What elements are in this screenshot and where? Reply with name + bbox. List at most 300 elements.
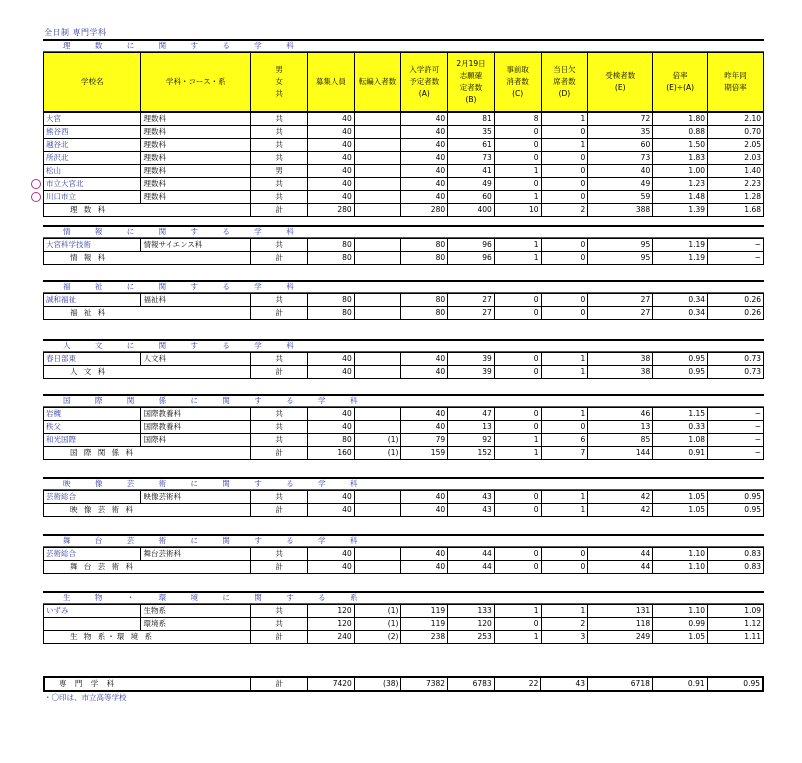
table-cell: 1 (541, 139, 588, 152)
course-name: 生物系 (141, 605, 251, 618)
course-name: 国際科 (141, 434, 251, 447)
subtotal-cell: 43 (448, 504, 495, 517)
table-cell: 95 (588, 239, 653, 252)
table-cell: 0 (494, 491, 541, 504)
subtotal-cell: 計 (251, 252, 308, 265)
subtotal-cell: (2) (354, 631, 401, 644)
table-cell: 1.15 (653, 408, 708, 421)
table-cell: 1.23 (653, 178, 708, 191)
table-cell: 1.28 (708, 191, 764, 204)
subtotal-cell: 253 (448, 631, 495, 644)
table-cell: − (708, 239, 764, 252)
section-table (43, 490, 764, 517)
subtotal-cell: 44 (448, 561, 495, 574)
subtotal-cell (354, 252, 401, 265)
column-header: 募集人員 (308, 53, 355, 112)
table-cell: 0 (494, 548, 541, 561)
table-cell: 40 (308, 165, 355, 178)
subtotal-cell (354, 204, 401, 217)
school-name: 秩父 (44, 421, 141, 434)
table-cell: 85 (588, 434, 653, 447)
subtotal-cell: 1 (541, 366, 588, 379)
table-row (44, 178, 764, 191)
table-cell: 共 (251, 408, 308, 421)
table-cell: 120 (448, 618, 495, 631)
table-cell: 2.05 (708, 139, 764, 152)
table-cell: 96 (448, 239, 495, 252)
table-cell: 男 (251, 165, 308, 178)
table-cell: 72 (588, 113, 653, 126)
table-cell: 0.34 (653, 294, 708, 307)
table-cell: 13 (588, 421, 653, 434)
course-name: 舞台芸術科 (141, 548, 251, 561)
subtotal-label: 映 像 芸 術 科 (44, 504, 251, 517)
subtotal-cell: 40 (401, 366, 448, 379)
subtotal-cell: 0 (494, 561, 541, 574)
table-cell: 49 (588, 178, 653, 191)
course-name: 理数科 (141, 178, 251, 191)
table-cell: 共 (251, 178, 308, 191)
table-row (44, 139, 764, 152)
table-cell: 40 (308, 191, 355, 204)
subtotal-cell: 152 (448, 447, 495, 460)
subtotal-cell: 1.05 (653, 504, 708, 517)
grand-total-cell: 計 (251, 677, 308, 691)
table-cell (354, 353, 401, 366)
table-cell: 1.40 (708, 165, 764, 178)
subtotal-cell: 0 (541, 307, 588, 320)
table-cell: 80 (308, 239, 355, 252)
subtotal-cell: 40 (308, 504, 355, 517)
table-cell: 39 (448, 353, 495, 366)
table-cell: 0.73 (708, 353, 764, 366)
subtotal-cell: 240 (308, 631, 355, 644)
subtotal-cell: 388 (588, 204, 653, 217)
subtotal-cell: 0 (541, 252, 588, 265)
table-cell: 40 (401, 152, 448, 165)
table-cell: 40 (401, 165, 448, 178)
table-cell: 共 (251, 548, 308, 561)
table-cell: 共 (251, 434, 308, 447)
subtotal-cell: 1.11 (708, 631, 764, 644)
table-row (44, 408, 764, 421)
section-table (43, 293, 764, 320)
subtotal-cell: 238 (401, 631, 448, 644)
table-cell: 0 (541, 294, 588, 307)
subtotal-cell (354, 307, 401, 320)
grand-total-cell: 7382 (401, 677, 448, 691)
table-cell (354, 421, 401, 434)
column-header: 学科・コース・系 (141, 53, 251, 112)
course-name: 映像芸術科 (141, 491, 251, 504)
table-cell (354, 178, 401, 191)
table-cell: 27 (588, 294, 653, 307)
section-heading-label: 舞 台 芸 術 に 関 す る 学 科 (63, 536, 369, 545)
table-cell (354, 126, 401, 139)
table-cell: 1.12 (708, 618, 764, 631)
table-row (44, 605, 764, 618)
column-header: 受検者数 (E) (588, 53, 653, 112)
subtotal-label: 情 報 科 (44, 252, 251, 265)
column-header: 倍率 (E)÷(A) (653, 53, 708, 112)
subtotal-cell: 0.26 (708, 307, 764, 320)
section-table (43, 604, 764, 644)
table-cell: 0.83 (708, 548, 764, 561)
table-cell: 49 (448, 178, 495, 191)
school-name: 春日部東 (44, 353, 141, 366)
table-cell: 40 (401, 421, 448, 434)
subtotal-cell: 80 (401, 307, 448, 320)
table-cell: 共 (251, 152, 308, 165)
table-cell: 40 (401, 353, 448, 366)
table-cell: 共 (251, 139, 308, 152)
section-heading (43, 339, 764, 352)
subtotal-cell: 27 (448, 307, 495, 320)
table-cell: 共 (251, 126, 308, 139)
subtotal-cell: 1 (494, 447, 541, 460)
table-cell: 1.09 (708, 605, 764, 618)
subtotal-row (44, 561, 764, 574)
subtotal-cell: 95 (588, 252, 653, 265)
table-cell: 35 (588, 126, 653, 139)
subtotal-cell: 1.39 (653, 204, 708, 217)
subtotal-cell: (1) (354, 447, 401, 460)
table-cell: 60 (448, 191, 495, 204)
table-cell: 1.83 (653, 152, 708, 165)
grand-total-cell: 43 (541, 677, 588, 691)
table-cell (354, 408, 401, 421)
section-heading-label: 福 祉 に 関 す る 学 科 (63, 282, 305, 291)
table-cell: 40 (308, 126, 355, 139)
grand-total-cell: (38) (354, 677, 401, 691)
section-table (43, 238, 764, 265)
column-header: 当日欠 席者数 (D) (541, 53, 588, 112)
table-row (44, 294, 764, 307)
subtotal-cell: 1.05 (653, 631, 708, 644)
subtotal-cell: − (708, 447, 764, 460)
subtotal-label: 国 際 関 係 科 (44, 447, 251, 460)
table-cell: 0 (541, 239, 588, 252)
table-cell: 41 (448, 165, 495, 178)
table-cell: 40 (401, 408, 448, 421)
table-cell: 1 (541, 113, 588, 126)
table-cell: 0.26 (708, 294, 764, 307)
table-cell: 0.88 (653, 126, 708, 139)
table-cell: 40 (308, 139, 355, 152)
table-cell: 79 (401, 434, 448, 447)
course-name: 国際教養科 (141, 421, 251, 434)
subtotal-cell: 159 (401, 447, 448, 460)
course-name: 理数科 (141, 191, 251, 204)
subtotal-cell: 計 (251, 204, 308, 217)
column-header: 入学許可 予定者数 (A) (401, 53, 448, 112)
city-school-marker-icon (31, 192, 41, 202)
subtotal-cell: − (708, 252, 764, 265)
table-cell: 40 (401, 491, 448, 504)
table-row (44, 491, 764, 504)
table-cell: 0 (541, 126, 588, 139)
subtotal-cell: 160 (308, 447, 355, 460)
section-heading (43, 225, 764, 238)
table-row (44, 126, 764, 139)
table-cell: 40 (308, 408, 355, 421)
table-cell: 1 (494, 239, 541, 252)
subtotal-cell: 0 (494, 307, 541, 320)
table-cell: 133 (448, 605, 495, 618)
subtotal-cell: 0.34 (653, 307, 708, 320)
subtotal-cell: 3 (541, 631, 588, 644)
subtotal-row (44, 504, 764, 517)
subtotal-cell: 0.95 (708, 504, 764, 517)
subtotal-cell: 44 (588, 561, 653, 574)
table-cell (354, 165, 401, 178)
subtotal-row (44, 307, 764, 320)
section-heading-label: 映 像 芸 術 に 関 す る 学 科 (63, 479, 369, 488)
subtotal-cell: 80 (308, 307, 355, 320)
table-cell: 1 (541, 353, 588, 366)
table-cell: 40 (308, 178, 355, 191)
school-name: 所沢北 (44, 152, 141, 165)
subtotal-label: 理 数 科 (44, 204, 251, 217)
school-name: 芸術総合 (44, 548, 141, 561)
table-cell: 0 (494, 421, 541, 434)
subtotal-cell: 計 (251, 561, 308, 574)
grand-total-label: 専 門 学 科 (44, 677, 251, 691)
subtotal-cell: 42 (588, 504, 653, 517)
subtotal-cell: 249 (588, 631, 653, 644)
subtotal-cell: 1.68 (708, 204, 764, 217)
table-cell: 共 (251, 353, 308, 366)
subtotal-cell: 1.19 (653, 252, 708, 265)
subtotal-cell: 80 (308, 252, 355, 265)
table-cell (354, 139, 401, 152)
table-cell: 80 (401, 294, 448, 307)
table-cell: 40 (308, 353, 355, 366)
table-cell: 80 (401, 239, 448, 252)
subtotal-row (44, 366, 764, 379)
subtotal-cell: 280 (401, 204, 448, 217)
table-row (44, 353, 764, 366)
subtotal-cell: 96 (448, 252, 495, 265)
table-cell: 共 (251, 491, 308, 504)
section-heading (43, 591, 764, 604)
section-heading-label: 理 数 に 関 す る 学 科 (63, 41, 305, 50)
table-cell: 60 (588, 139, 653, 152)
subtotal-cell: 計 (251, 504, 308, 517)
table-cell (354, 239, 401, 252)
grand-total-cell: 7420 (308, 677, 355, 691)
table-cell: 1.80 (653, 113, 708, 126)
school-name: 市立大宮北 (44, 178, 141, 191)
table-cell (354, 294, 401, 307)
table-cell: 131 (588, 605, 653, 618)
table-cell: 40 (308, 152, 355, 165)
table-cell: − (708, 434, 764, 447)
table-cell: 0 (541, 548, 588, 561)
table-cell: 40 (401, 126, 448, 139)
table-cell: 44 (588, 548, 653, 561)
table-cell: 0.95 (708, 491, 764, 504)
table-row (44, 113, 764, 126)
grand-total-cell: 0.95 (707, 677, 763, 691)
table-cell: 81 (448, 113, 495, 126)
section-heading-label: 情 報 に 関 す る 学 科 (63, 227, 305, 236)
table-cell: 35 (448, 126, 495, 139)
table-cell: 1.10 (653, 548, 708, 561)
table-cell: 0 (494, 139, 541, 152)
subtotal-cell: 0.91 (653, 447, 708, 460)
table-row (44, 421, 764, 434)
subtotal-cell: 計 (251, 631, 308, 644)
subtotal-cell: 400 (448, 204, 495, 217)
table-cell: − (708, 408, 764, 421)
table-cell: 1 (541, 491, 588, 504)
table-cell: 1 (494, 165, 541, 178)
school-name: 大宮 (44, 113, 141, 126)
table-cell: 0 (494, 152, 541, 165)
table-cell: 共 (251, 239, 308, 252)
course-name: 人文科 (141, 353, 251, 366)
course-name: 理数科 (141, 126, 251, 139)
course-name: 理数科 (141, 165, 251, 178)
section-heading (43, 280, 764, 293)
grand-total-cell: 6718 (587, 677, 652, 691)
table-cell: 44 (448, 548, 495, 561)
table-cell: 40 (308, 113, 355, 126)
subtotal-cell: 計 (251, 366, 308, 379)
subtotal-cell: 0 (494, 504, 541, 517)
table-cell: 1 (494, 605, 541, 618)
table-cell: 0 (494, 178, 541, 191)
course-name: 情報サイエンス科 (141, 239, 251, 252)
course-name: 理数科 (141, 113, 251, 126)
table-cell: 0 (494, 294, 541, 307)
table-cell: 1.48 (653, 191, 708, 204)
subtotal-cell: 39 (448, 366, 495, 379)
grand-total-cell: 0.91 (652, 677, 707, 691)
table-cell: 40 (308, 548, 355, 561)
subtotal-cell: 0.83 (708, 561, 764, 574)
table-cell: 40 (401, 178, 448, 191)
table-cell: 46 (588, 408, 653, 421)
table-cell: (1) (354, 605, 401, 618)
table-cell: 1.50 (653, 139, 708, 152)
course-name: 国際教養科 (141, 408, 251, 421)
table-cell: 40 (308, 421, 355, 434)
grand-total-cell: 22 (494, 677, 541, 691)
subtotal-cell: 0.73 (708, 366, 764, 379)
table-cell: 13 (448, 421, 495, 434)
subtotal-cell: 38 (588, 366, 653, 379)
subtotal-cell: 27 (588, 307, 653, 320)
subtotal-row (44, 631, 764, 644)
table-cell (354, 491, 401, 504)
table-cell: 0.95 (653, 353, 708, 366)
table-cell: (1) (354, 434, 401, 447)
footnote: ・〇印は、市立高等学校 (44, 693, 127, 702)
column-header: 学校名 (44, 53, 141, 112)
table-cell: − (708, 421, 764, 434)
subtotal-row (44, 447, 764, 460)
table-cell: 0 (541, 152, 588, 165)
table-cell: 0 (494, 353, 541, 366)
subtotal-row (44, 204, 764, 217)
table-cell (354, 113, 401, 126)
course-name: 環境系 (141, 618, 251, 631)
subtotal-cell: 1 (494, 252, 541, 265)
table-cell: 40 (588, 165, 653, 178)
table-cell: 共 (251, 618, 308, 631)
table-cell: 40 (401, 548, 448, 561)
subtotal-label: 人 文 科 (44, 366, 251, 379)
column-header: 2月19日 志願確 定者数 (B) (448, 53, 495, 112)
table-cell: 共 (251, 294, 308, 307)
school-name: 芸術総合 (44, 491, 141, 504)
subtotal-cell: 0 (541, 561, 588, 574)
section-heading-label: 国 際 関 係 に 関 す る 学 科 (63, 396, 369, 405)
table-row (44, 165, 764, 178)
course-name: 理数科 (141, 152, 251, 165)
subtotal-cell: 0 (494, 366, 541, 379)
subtotal-cell (354, 504, 401, 517)
table-cell: 0.70 (708, 126, 764, 139)
subtotal-label: 生 物 系・環 境 系 (44, 631, 251, 644)
column-header: 転編入者数 (354, 53, 401, 112)
section-table (43, 352, 764, 379)
table-row (44, 434, 764, 447)
table-row (44, 618, 764, 631)
table-cell: 0 (541, 165, 588, 178)
subtotal-cell: 1 (541, 504, 588, 517)
section-heading (43, 394, 764, 407)
subtotal-row (44, 252, 764, 265)
school-name: 熊谷西 (44, 126, 141, 139)
table-cell: 47 (448, 408, 495, 421)
course-name: 福祉科 (141, 294, 251, 307)
table-cell: 40 (401, 113, 448, 126)
table-cell: 40 (401, 139, 448, 152)
table-cell: 73 (588, 152, 653, 165)
table-cell (354, 191, 401, 204)
table-cell: 0 (541, 191, 588, 204)
course-name: 理数科 (141, 139, 251, 152)
table-cell: 0 (541, 178, 588, 191)
school-name: 川口市立 (44, 191, 141, 204)
table-row (44, 548, 764, 561)
school-name (44, 618, 141, 631)
subtotal-cell: 1 (494, 631, 541, 644)
table-cell: 1.10 (653, 605, 708, 618)
table-cell: 2 (541, 618, 588, 631)
page-title: 全日制 専門学科 (44, 28, 107, 37)
table-cell: 27 (448, 294, 495, 307)
section-table (43, 112, 764, 217)
table-cell: 6 (541, 434, 588, 447)
subtotal-cell: 80 (401, 252, 448, 265)
column-header: 男 女 共 (251, 53, 308, 112)
table-cell: 40 (401, 191, 448, 204)
table-cell: 1 (494, 191, 541, 204)
section-heading (43, 39, 764, 52)
table-cell: 61 (448, 139, 495, 152)
table-cell: 8 (494, 113, 541, 126)
table-cell: 43 (448, 491, 495, 504)
table-cell: 0 (541, 421, 588, 434)
school-name: 大宮科学技術 (44, 239, 141, 252)
subtotal-cell: 144 (588, 447, 653, 460)
table-cell: 119 (401, 618, 448, 631)
grand-total-cell: 6783 (448, 677, 495, 691)
